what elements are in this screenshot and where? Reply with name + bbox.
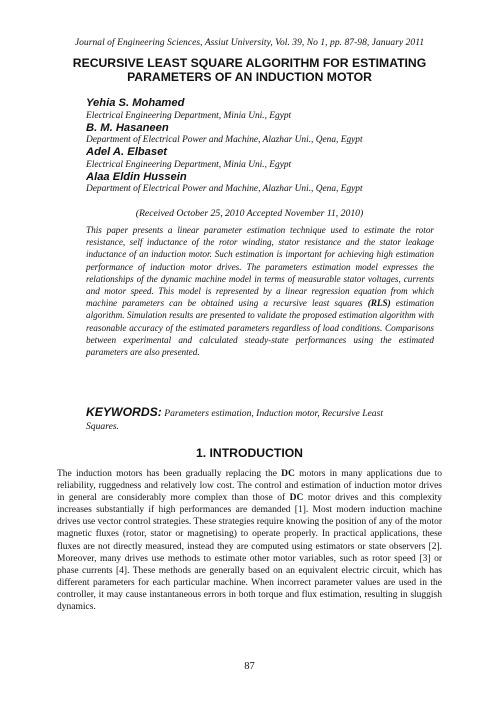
page-number: 87 [244, 661, 255, 672]
journal-header: Journal of Engineering Sciences, Assiut University, Vol. 39, No 1, pp. 87-98, January 2011 [74, 38, 425, 48]
title-line-2: PARAMETERS OF AN INDUCTION MOTOR [127, 70, 372, 84]
section-heading: 1. INTRODUCTION [196, 446, 303, 460]
introduction-paragraph [57, 468, 442, 613]
intro-dc-term: DC [281, 469, 295, 479]
keywords [86, 406, 406, 433]
author-name: B. M. Hasaneen [86, 121, 169, 134]
author-affiliation: Electrical Engineering Department, Minia Uni., Egypt [86, 110, 292, 121]
keywords-text: Parameters estimation, Induction motor, Recursive Least Squares. [86, 408, 384, 432]
paper-title [52, 56, 447, 84]
abstract-rls-term: (RLS) [367, 298, 391, 309]
keywords-label: KEYWORDS: [86, 405, 162, 419]
title-line-1: RECURSIVE LEAST SQUARE ALGORITHM FOR ESTIMATING [72, 56, 427, 70]
author-name: Alaa Eldin Hussein [86, 170, 187, 183]
author-affiliation: Electrical Engineering Department, Minia Uni., Egypt [86, 159, 292, 170]
author-affiliation: Department of Electrical Power and Machine, Alazhar Uni., Qena, Egypt [86, 135, 363, 145]
abstract [86, 224, 434, 358]
author-list [86, 97, 466, 195]
author-affiliation: Department of Electrical Power and Machine, Alazhar Uni., Qena, Egypt [86, 184, 363, 194]
intro-dc-term: DC [289, 493, 304, 504]
intro-text: The induction motors has been gradually replacing the [57, 469, 282, 479]
received-dates: (Received October 25, 2010 Accepted November 11, 2010) [135, 208, 364, 219]
author-name: Yehia S. Mohamed [86, 97, 185, 109]
intro-text: motor drives and this complexity increases substantially if high performances are demanded [1]. Most modern induction machine drives use vector control strategies. These strategies require knowing the position of any of the motor magnetic fluxes (rotor, stator or magnetising) to operate properly. In practical applications, these fluxes are not directly measured, instead they are computed using estimators or state observers [2]. Moreover, many drives use methods to estimate other motor variables, such as rotor speed [3] or phase currents [4]. These methods are generally based on an equivalent electric circuit, which has different parameters for each particular machine. When incorrect parameter values are used in the controller, it may cause instantaneous errors in both torque and flux estimation, resulting in sluggish dynamics. [57, 493, 443, 613]
abstract-text: This paper presents a linear parameter estimation technique used to estimate the rotor resistance, self inductance of the rotor winding, stator resistance and the stator leakage inductance of an induction motor. Such estimation is important for achieving high estimation performance of induction motor drives. The parameters estimation model expresses the relationships of the dynamic machine model in terms of measurable stator voltages, currents and motor speed. This model is represented by a linear regression equation from which machine parameters can be obtained using a recursive least squares [86, 225, 434, 309]
intro-text: motors in many applications due to reliability, ruggedness and relatively low cost. The control and estimation of induction motor drives in general are considerably more complex than those of [57, 469, 442, 504]
abstract-text: estimation algorithm. Simulation results are presented to validate the proposed estimation algorithm with reasonable accuracy of the estimated parameters regardless of load conditions. Comparisons between experimental and calculated steady-state performances using the estimated parameters are also presented. [86, 298, 435, 358]
author-name: Adel A. Elbaset [86, 146, 168, 158]
